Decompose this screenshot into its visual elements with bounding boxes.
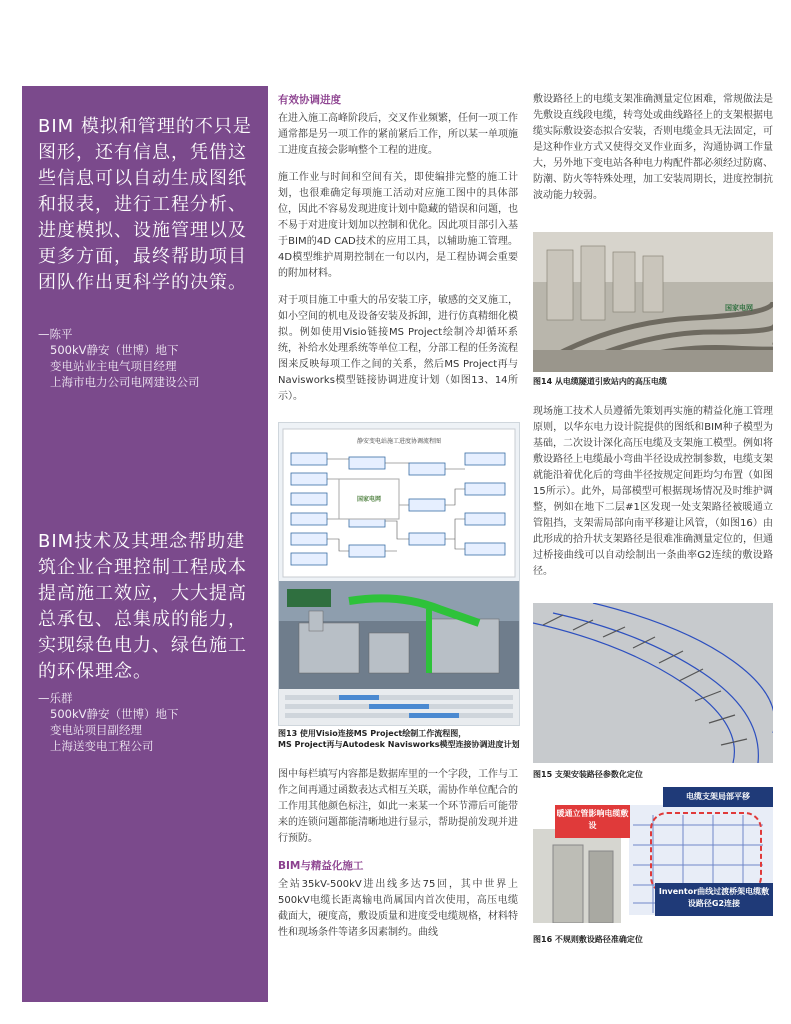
paragraph: 对于项目施工中重大的吊安装工序，敏感的交叉施工，如小空间的机电及设备安装及拆卸，进行仿真精细化模拟。例如使用Visio链接MS Project绘制冷却循环系统，补给水处理系统等单位工程，分部工程的任务流程图来反映每项工作之间的关系，然后MS Project再与Navisworks模型链接协调进度计划（如图13、14所示）。 <box>278 295 518 402</box>
figure-14-caption: 图14 从电缆隧道引致站内的高压电缆 <box>533 377 667 386</box>
column-1-top <box>278 92 518 416</box>
attribution-name: —乐群 <box>38 691 73 705</box>
caption-line: MS Project再与Autodesk Navisworks模型连接协调进度计划 <box>278 740 520 749</box>
attribution-line: 上海市电力公司电网建设公司 <box>50 375 200 389</box>
section-heading: BIM与精益化施工 <box>278 860 364 872</box>
attribution-line: 500kV静安（世博）地下 <box>50 343 179 357</box>
attribution-name: —陈平 <box>38 327 73 341</box>
column-2-mid <box>533 404 773 591</box>
figure-15-graphic <box>533 603 773 763</box>
figure-14-photo <box>533 232 773 372</box>
attribution-line: 上海送变电工程公司 <box>50 739 154 753</box>
paragraph: 现场施工技术人员遵循先策划再实施的精益化施工管理原则，以华东电力设计院提供的图纸和BIM种子模型为基础，二次设计深化高压电缆及支架施工模型。例如将敷设路径上电缆最小弯曲半径设成控制参数，电缆支架就能沿着优化后的弯曲半径按规定间距均匀布置（如图15所示）。此外，局部模型可根据现场情况及时维护调整，例如在地下二层#1区发现一处支架路径被暖通立管阻挡，支架需局部向南平移避让风管，（如图16）由此形成的拾升状支架路径是很难准确测量定位的，但通过桥接曲线可以自动绘制出一条曲率G2连续的敷设路径。 <box>533 406 773 577</box>
figure-14 <box>533 232 773 372</box>
attribution-line: 500kV静安（世博）地下 <box>50 707 179 721</box>
pull-quote-1: BIM 模拟和管理的不只是图形，还有信息，凭借这些信息可以自动生成图纸和报表，进行工程分析、进度模拟、设施管理以及更多方面，最终帮助项目团队作出更科学的决策。 <box>38 116 252 293</box>
paragraph: 在进入施工高峰阶段后，交叉作业频繁，任何一项工作通常都是另一项工作的紧前紧后工作，所以某一单项施工进度直接会影响整个工程的进度。 <box>278 113 518 156</box>
figure-16-caption: 图16 不规则敷设路径准确定位 <box>533 935 643 944</box>
paragraph: 敷设路径上的电缆支架准确测量定位困难，常规做法是先敷设直线段电缆，转弯处或曲线路径上的支架根据电缆实际敷设姿态拟合安装，否则电缆金具无法固定，可是这种作业方式又使得交叉作业面多，沟通协调工作量大，另外地下变电站各种电力构配件都必须经过防腐、防潮、防火等特殊处理，加工安装周期长，进度控制抗波动能力较弱。 <box>533 94 773 201</box>
quote-attribution-2 <box>38 690 266 754</box>
attribution-line: 变电站项目副经理 <box>50 723 142 737</box>
figure-13-caption <box>278 728 528 750</box>
section-heading: 有效协调进度 <box>278 94 341 106</box>
figure-13 <box>278 422 520 726</box>
paragraph: 全站35kV-500kV进出线多达75回，其中世界上500kV电缆长距离输电尚属国内首次使用，高压电缆截面大，硬度高，敷设质量和进度受电缆规格，材料特性和现场条件等诸多因素制约。曲线 <box>278 879 518 938</box>
label-inventor-curve: Inventor曲线过渡桥架电缆敷设路径G2连接 <box>655 883 773 916</box>
label-hvac-obstruction: 暖通立管影响电缆敷设 <box>555 805 630 838</box>
attribution-line: 变电站业主电气项目经理 <box>50 359 177 373</box>
quote-attribution-1 <box>38 326 266 390</box>
figure-15 <box>533 603 773 763</box>
paragraph: 图中每栏填写内容都是数据库里的一个字段，工作与工作之间再通过函数表达式相互关联，需协作单位配合的工作用其他颜色标注，如此一来某一个环节滞后可能带来的连锁问题都能清晰地进行显示，帮助提前发现并进行预防。 <box>278 769 518 844</box>
column-2-top <box>533 92 773 215</box>
label-local-shift: 电缆支架局部平移 <box>663 787 773 807</box>
figure-14-logo: 国家电网 <box>725 304 753 312</box>
figure-13-title: 静安变电站施工进度协调流程图 <box>356 438 442 445</box>
paragraph: 施工作业与时间和空间有关，即使编排完整的施工计划，也很难确定每项施工活动对应施工图中的具体部位，因此不容易发现进度计划中隐藏的错误和问题，也不易于对进度计划加以控制和优化。因此项目部引入基于BIM的4D CAD技术的应用工具，以辅助施工管理。4D模型维护周期控制在一旬以内，是工程协调会重要的附加材料。 <box>278 172 518 279</box>
caption-line: 图13 使用Visio连接MS Project绘制工作流程图， <box>278 729 467 738</box>
column-1-bottom <box>278 767 518 952</box>
figure-13-graphic <box>279 423 519 725</box>
figure-13-logo: 国家电网 <box>356 496 382 503</box>
pull-quote-2: BIM技术及其理念帮助建筑企业合理控制工程成本提高施工效应，大大提高总承包、总集成的能力，实现绿色电力、绿色施工的环保理念。 <box>38 531 247 682</box>
figure-15-caption: 图15 支架安装路径参数化定位 <box>533 770 643 779</box>
